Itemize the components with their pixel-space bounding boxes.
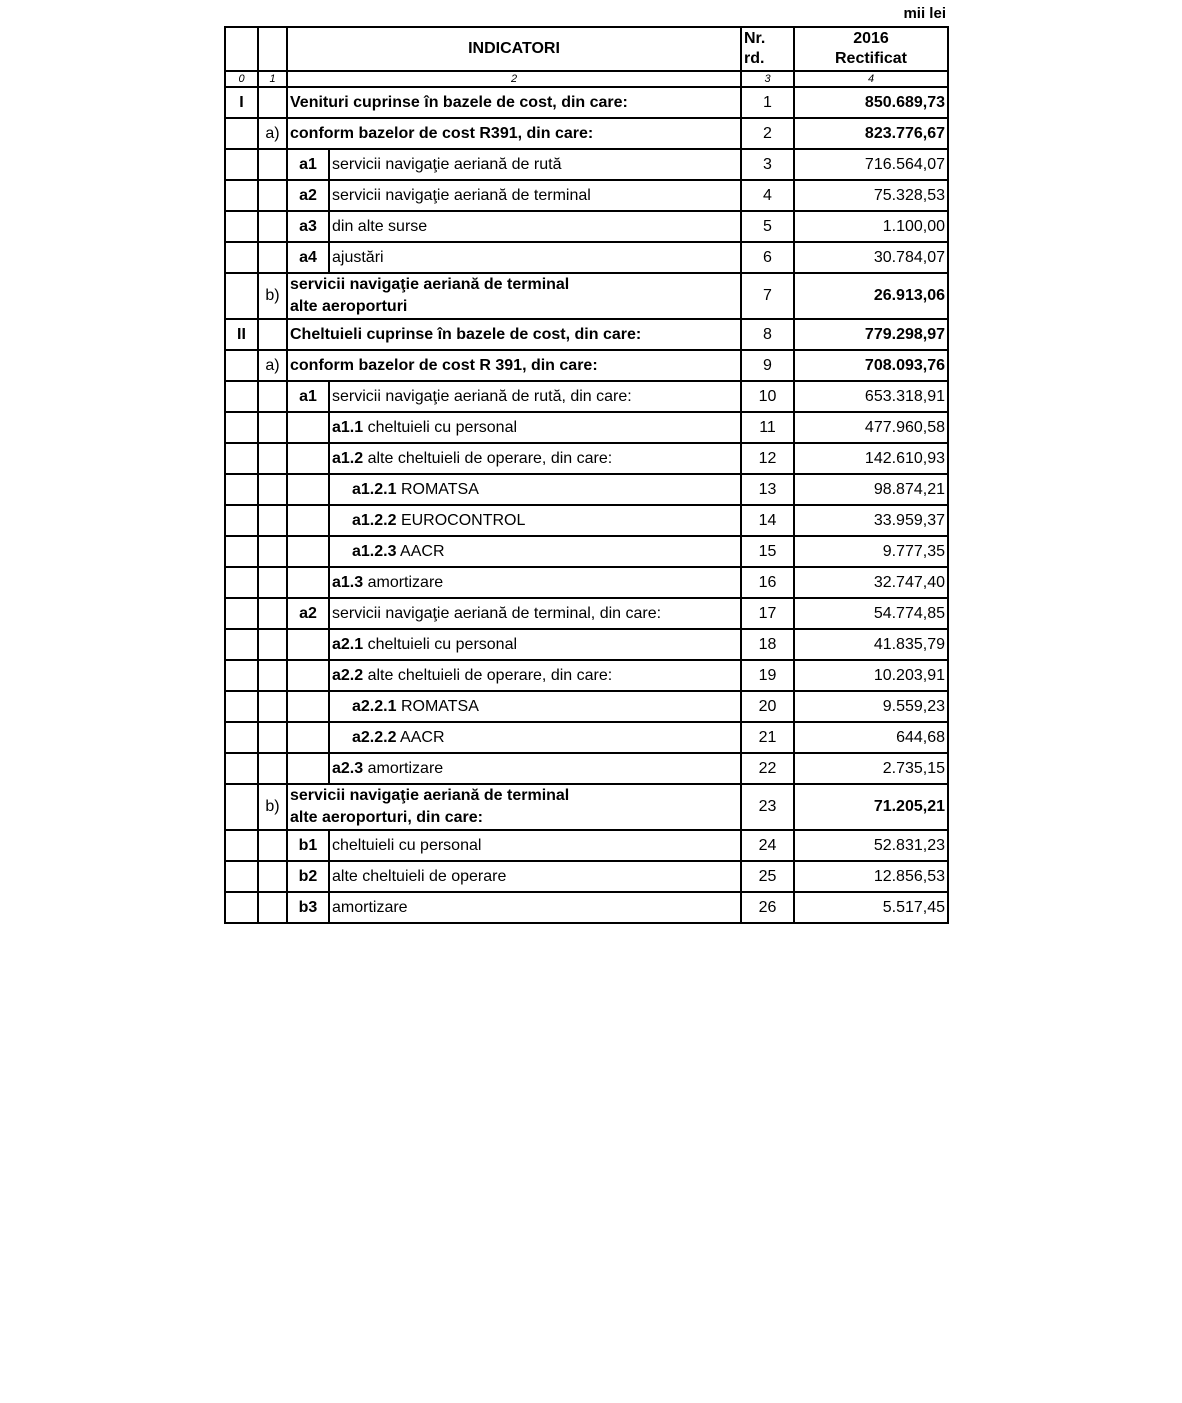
table-row	[225, 629, 948, 660]
section-letter-cell	[258, 443, 287, 474]
section-roman-cell	[225, 629, 258, 660]
section-roman-cell	[225, 784, 258, 830]
subsection-code-cell	[287, 629, 329, 660]
value-cell: 708.093,76	[794, 350, 948, 381]
subsection-code-cell: b2	[287, 861, 329, 892]
indicator-label	[329, 753, 741, 784]
subsection-code-cell	[287, 536, 329, 567]
value-cell: 10.203,91	[794, 660, 948, 691]
value-cell: 75.328,53	[794, 180, 948, 211]
indicator-label	[329, 861, 741, 892]
table-row	[225, 536, 948, 567]
table-row	[225, 892, 948, 923]
section-letter-cell	[258, 567, 287, 598]
section-letter-cell	[258, 892, 287, 923]
row-number-cell: 19	[741, 660, 794, 691]
row-number-cell: 25	[741, 861, 794, 892]
value-cell: 2.735,15	[794, 753, 948, 784]
indicators-table	[224, 26, 949, 924]
section-letter-cell: a)	[258, 350, 287, 381]
header-indicators: INDICATORI	[287, 27, 741, 71]
indicator-label	[287, 784, 741, 830]
section-letter-cell	[258, 149, 287, 180]
subsection-code-cell: a1	[287, 149, 329, 180]
section-letter-cell	[258, 598, 287, 629]
indicator-code: a2.2.2	[352, 728, 397, 746]
section-roman-cell: I	[225, 87, 258, 118]
section-roman-cell	[225, 722, 258, 753]
table-row	[225, 87, 948, 118]
indicator-label	[329, 180, 741, 211]
indicator-label-text: Venituri cuprinse în bazele de cost, din care:	[290, 93, 628, 111]
table-row	[225, 319, 948, 350]
section-roman-cell	[225, 118, 258, 149]
indicator-code: a2.2	[332, 666, 364, 684]
section-letter-cell	[258, 412, 287, 443]
subsection-code-cell	[287, 722, 329, 753]
row-number-cell: 3	[741, 149, 794, 180]
value-cell: 98.874,21	[794, 474, 948, 505]
section-roman-cell	[225, 536, 258, 567]
indicator-label	[287, 273, 741, 319]
row-number-cell: 18	[741, 629, 794, 660]
row-number-cell: 4	[741, 180, 794, 211]
subsection-code-cell: a4	[287, 242, 329, 273]
indicator-label-text: alte cheltuieli de operare, din care:	[367, 666, 613, 684]
indicator-label-text: servicii navigaţie aeriană de terminal	[290, 276, 570, 293]
table-row	[225, 381, 948, 412]
subsection-code-cell: a1	[287, 381, 329, 412]
indicator-label-text: ROMATSA	[400, 697, 479, 715]
indicator-label	[329, 149, 741, 180]
table-row	[225, 567, 948, 598]
indicator-label-text: amortizare	[367, 573, 444, 591]
table-row	[225, 784, 948, 830]
value-cell: 477.960,58	[794, 412, 948, 443]
section-letter-cell	[258, 830, 287, 861]
table-row	[225, 505, 948, 536]
table-row	[225, 660, 948, 691]
row-number-cell: 21	[741, 722, 794, 753]
subsection-code-cell	[287, 505, 329, 536]
row-number-cell: 14	[741, 505, 794, 536]
indicator-code: a1.2.3	[352, 542, 397, 560]
value-cell: 823.776,67	[794, 118, 948, 149]
section-roman-cell	[225, 211, 258, 242]
indicator-label	[329, 598, 741, 629]
indicator-code: a1.1	[332, 418, 364, 436]
value-cell: 644,68	[794, 722, 948, 753]
row-number-cell: 23	[741, 784, 794, 830]
table-row	[225, 753, 948, 784]
row-number-cell: 22	[741, 753, 794, 784]
row-number-cell: 12	[741, 443, 794, 474]
indicator-label-text: din alte surse	[332, 217, 428, 235]
row-number-cell: 15	[741, 536, 794, 567]
indicator-label	[329, 691, 741, 722]
section-letter-cell	[258, 753, 287, 784]
column-number: 0	[225, 71, 258, 87]
indicator-code: a2.1	[332, 635, 364, 653]
subsection-code-cell	[287, 691, 329, 722]
subsection-code-cell: a3	[287, 211, 329, 242]
row-number-cell: 1	[741, 87, 794, 118]
subsection-code-cell	[287, 443, 329, 474]
indicator-label-text: alte cheltuieli de operare, din care:	[367, 449, 613, 467]
table-row	[225, 180, 948, 211]
indicator-label	[329, 242, 741, 273]
section-letter-cell: a)	[258, 118, 287, 149]
section-roman-cell	[225, 273, 258, 319]
subsection-code-cell: b3	[287, 892, 329, 923]
subsection-code-cell: a2	[287, 180, 329, 211]
indicator-label-text: Cheltuieli cuprinse în bazele de cost, din care:	[290, 325, 642, 343]
section-roman-cell	[225, 830, 258, 861]
value-cell: 9.559,23	[794, 691, 948, 722]
column-number-row	[225, 71, 948, 87]
table-row	[225, 211, 948, 242]
indicator-label-text: amortizare	[367, 759, 444, 777]
section-roman-cell	[225, 753, 258, 784]
value-cell: 26.913,06	[794, 273, 948, 319]
column-number: 4	[794, 71, 948, 87]
indicator-code: a2.3	[332, 759, 364, 777]
section-roman-cell	[225, 242, 258, 273]
indicator-label	[287, 87, 741, 118]
section-roman-cell	[225, 350, 258, 381]
section-roman-cell	[225, 861, 258, 892]
indicator-code: a1.2	[332, 449, 364, 467]
indicator-label-text: cheltuieli cu personal	[367, 418, 518, 436]
indicator-label-text: servicii navigaţie aeriană de rută	[332, 155, 562, 173]
row-number-cell: 2	[741, 118, 794, 149]
value-cell: 5.517,45	[794, 892, 948, 923]
indicator-label	[329, 474, 741, 505]
value-cell: 33.959,37	[794, 505, 948, 536]
header-blank-1	[258, 27, 287, 71]
column-number: 3	[741, 71, 794, 87]
section-letter-cell	[258, 474, 287, 505]
table-row	[225, 149, 948, 180]
indicator-label	[329, 892, 741, 923]
subsection-code-cell	[287, 474, 329, 505]
value-cell: 850.689,73	[794, 87, 948, 118]
section-roman-cell	[225, 180, 258, 211]
section-letter-cell	[258, 381, 287, 412]
indicator-label-text: conform bazelor de cost R 391, din care:	[290, 356, 598, 374]
indicator-label-text: servicii navigaţie aeriană de terminal, din care:	[332, 604, 662, 622]
subsection-code-cell	[287, 753, 329, 784]
section-letter-cell	[258, 691, 287, 722]
indicator-label	[287, 350, 741, 381]
section-roman-cell: II	[225, 319, 258, 350]
table-row	[225, 598, 948, 629]
table-row	[225, 273, 948, 319]
row-number-cell: 26	[741, 892, 794, 923]
column-number: 1	[258, 71, 287, 87]
indicator-code: a2.2.1	[352, 697, 397, 715]
indicator-label-text-line2: alte aeroporturi	[290, 298, 408, 315]
value-cell: 71.205,21	[794, 784, 948, 830]
row-number-cell: 8	[741, 319, 794, 350]
indicator-label-text: servicii navigaţie aeriană de terminal	[332, 186, 591, 204]
indicator-label	[329, 536, 741, 567]
subsection-code-cell	[287, 660, 329, 691]
value-cell: 12.856,53	[794, 861, 948, 892]
table-row	[225, 118, 948, 149]
row-number-cell: 6	[741, 242, 794, 273]
column-number: 2	[287, 71, 741, 87]
value-cell: 9.777,35	[794, 536, 948, 567]
indicator-label-text: amortizare	[332, 898, 408, 916]
table-row	[225, 242, 948, 273]
indicator-label	[329, 412, 741, 443]
section-letter-cell: b)	[258, 273, 287, 319]
indicator-label	[329, 660, 741, 691]
unit-label: mii lei	[903, 5, 946, 22]
section-letter-cell	[258, 242, 287, 273]
indicator-label-text: conform bazelor de cost R391, din care:	[290, 124, 594, 142]
indicator-label	[329, 567, 741, 598]
section-roman-cell	[225, 149, 258, 180]
indicator-label-text: ajustări	[332, 248, 384, 266]
indicator-code: a1.3	[332, 573, 364, 591]
section-letter-cell	[258, 319, 287, 350]
indicator-label-text-line2: alte aeroporturi, din care:	[290, 809, 483, 826]
indicator-code: a1.2.2	[352, 511, 397, 529]
section-letter-cell	[258, 87, 287, 118]
value-cell: 41.835,79	[794, 629, 948, 660]
row-number-cell: 10	[741, 381, 794, 412]
header-row	[225, 27, 948, 71]
indicator-label	[329, 830, 741, 861]
value-cell: 653.318,91	[794, 381, 948, 412]
row-number-cell: 13	[741, 474, 794, 505]
table-row	[225, 350, 948, 381]
value-cell: 54.774,85	[794, 598, 948, 629]
row-number-cell: 11	[741, 412, 794, 443]
subsection-code-cell: a2	[287, 598, 329, 629]
section-roman-cell	[225, 474, 258, 505]
section-letter-cell	[258, 660, 287, 691]
row-number-cell: 24	[741, 830, 794, 861]
section-letter-cell	[258, 629, 287, 660]
section-roman-cell	[225, 443, 258, 474]
section-roman-cell	[225, 691, 258, 722]
section-roman-cell	[225, 505, 258, 536]
section-letter-cell	[258, 180, 287, 211]
indicator-label-text: AACR	[400, 542, 445, 560]
indicator-label-text: servicii navigaţie aeriană de rută, din care:	[332, 387, 632, 405]
subsection-code-cell: b1	[287, 830, 329, 861]
indicator-label-text: servicii navigaţie aeriană de terminal	[290, 787, 570, 804]
table-row	[225, 443, 948, 474]
indicator-label-text: AACR	[400, 728, 445, 746]
table-row	[225, 830, 948, 861]
table-row	[225, 861, 948, 892]
indicator-label	[329, 381, 741, 412]
value-cell: 716.564,07	[794, 149, 948, 180]
section-roman-cell	[225, 892, 258, 923]
indicator-code: a1.2.1	[352, 480, 397, 498]
header-year: 2016 Rectificat	[794, 27, 948, 71]
section-letter-cell	[258, 861, 287, 892]
subsection-code-cell	[287, 412, 329, 443]
row-number-cell: 16	[741, 567, 794, 598]
section-roman-cell	[225, 381, 258, 412]
indicator-label	[287, 319, 741, 350]
header-blank-0	[225, 27, 258, 71]
value-cell: 1.100,00	[794, 211, 948, 242]
section-letter-cell	[258, 505, 287, 536]
value-cell: 142.610,93	[794, 443, 948, 474]
header-row-number: Nr. rd.	[741, 27, 794, 71]
section-roman-cell	[225, 598, 258, 629]
value-cell: 32.747,40	[794, 567, 948, 598]
section-letter-cell	[258, 722, 287, 753]
section-roman-cell	[225, 412, 258, 443]
row-number-cell: 5	[741, 211, 794, 242]
row-number-cell: 9	[741, 350, 794, 381]
indicator-label	[329, 722, 741, 753]
indicator-label-text: EUROCONTROL	[400, 511, 526, 529]
row-number-cell: 7	[741, 273, 794, 319]
indicator-label-text: cheltuieli cu personal	[332, 836, 482, 854]
indicator-label	[329, 505, 741, 536]
table-row	[225, 412, 948, 443]
table-row	[225, 474, 948, 505]
indicator-label-text: ROMATSA	[400, 480, 479, 498]
table-row	[225, 722, 948, 753]
indicator-label	[329, 443, 741, 474]
indicator-label	[329, 629, 741, 660]
value-cell: 30.784,07	[794, 242, 948, 273]
indicator-label-text: cheltuieli cu personal	[367, 635, 518, 653]
row-number-cell: 17	[741, 598, 794, 629]
section-roman-cell	[225, 567, 258, 598]
indicator-label-text: alte cheltuieli de operare	[332, 867, 507, 885]
section-letter-cell	[258, 536, 287, 567]
section-roman-cell	[225, 660, 258, 691]
value-cell: 52.831,23	[794, 830, 948, 861]
subsection-code-cell	[287, 567, 329, 598]
value-cell: 779.298,97	[794, 319, 948, 350]
row-number-cell: 20	[741, 691, 794, 722]
indicator-label	[329, 211, 741, 242]
table-row	[225, 691, 948, 722]
section-letter-cell	[258, 211, 287, 242]
section-letter-cell: b)	[258, 784, 287, 830]
indicator-label	[287, 118, 741, 149]
